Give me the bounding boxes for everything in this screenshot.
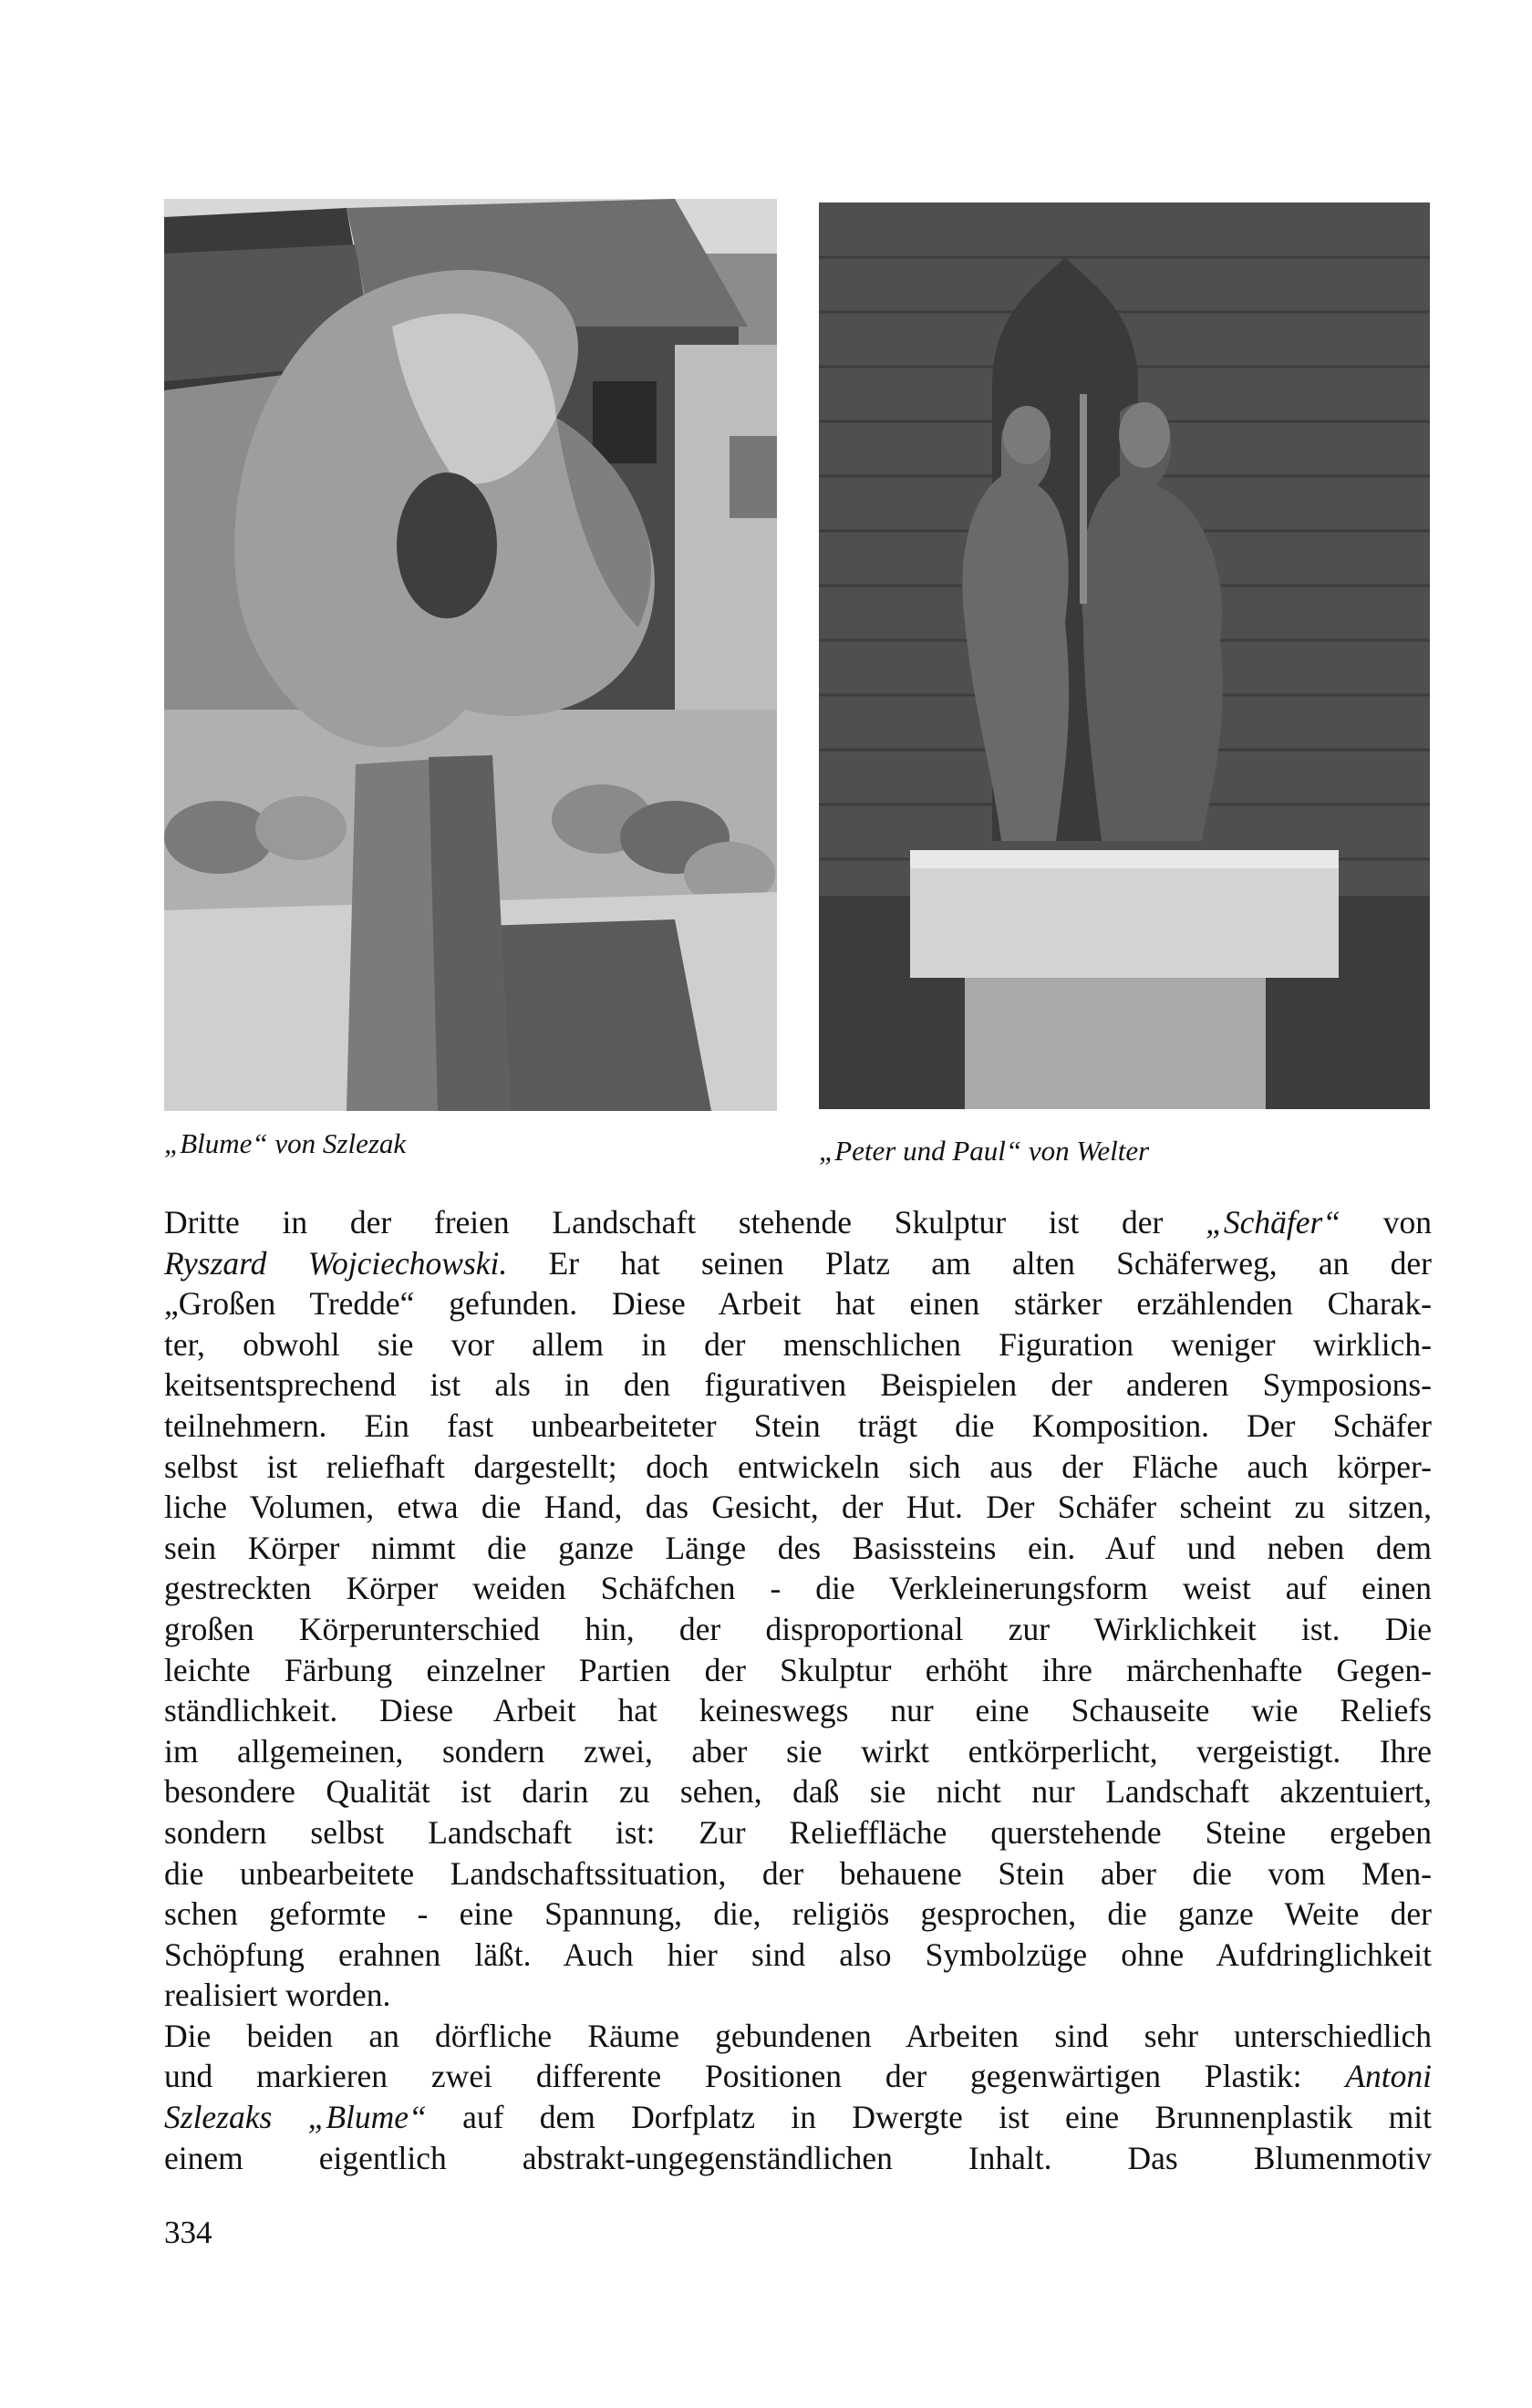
photo-peter-und-paul-image <box>819 202 1430 1109</box>
figure-caption-peter-und-paul: „Peter und Paul“ von Welter <box>819 1135 1150 1167</box>
photo-blume-image <box>164 199 777 1111</box>
text-line: im allgemeinen, sondern zwei, aber sie wirkt entkörperlicht, vergeistigt. Ihre <box>164 1732 1432 1770</box>
text-line: „Großen Tredde“ gefunden. Diese Arbeit hat einen stärker erzählenden Charak- <box>164 1285 1432 1323</box>
text-line: Ryszard Wojciechowski. Er hat seinen Platz am alten Schäferweg, an der <box>164 1244 1432 1282</box>
text-line: ständlichkeit. Diese Arbeit hat keineswegs nur eine Schauseite wie Reliefs <box>164 1692 1432 1729</box>
figure-caption-blume: „Blume“ von Szlezak <box>164 1127 407 1159</box>
text-line: und markieren zwei differente Positionen der gegenwärtigen Plastik: Antoni <box>164 2058 1432 2095</box>
photo-peter-und-paul-sculpture <box>819 202 1430 1109</box>
photo-blume-sculpture <box>164 199 777 1111</box>
text-line: teilnehmern. Ein fast unbearbeiteter Stein trägt die Komposition. Der Schäfer <box>164 1406 1432 1444</box>
text-line: Schöpfung erahnen läßt. Auch hier sind also Symbolzüge ohne Aufdringlichkeit <box>164 1936 1432 1973</box>
text-line: die unbearbeitete Landschaftssituation, der behauene Stein aber die vom Men- <box>164 1854 1432 1892</box>
text-line: leichte Färbung einzelner Partien der Skulptur erhöht ihre märchenhafte Gegen- <box>164 1651 1432 1688</box>
text-line: keitsentsprechend ist als in den figurativen Beispielen der anderen Symposions- <box>164 1366 1432 1404</box>
text-line: liche Volumen, etwa die Hand, das Gesicht, der Hut. Der Schäfer scheint zu sitzen, <box>164 1489 1432 1526</box>
text-line: schen geformte - eine Spannung, die, religiös gesprochen, die ganze Weite der <box>164 1895 1432 1933</box>
italic-text: „Schäfer“ <box>1206 1204 1341 1240</box>
text-line: Die beiden an dörfliche Räume gebundenen Arbeiten sind sehr unterschiedlich <box>164 2017 1432 2054</box>
text-line: großen Körperunterschied hin, der disproportional zur Wirklichkeit ist. Die <box>164 1610 1432 1647</box>
body-text <box>164 1202 1432 2178</box>
text-line: Dritte in der freien Landschaft stehende Skulptur ist der „Schäfer“ von <box>164 1204 1432 1240</box>
text-line: sein Körper nimmt die ganze Länge des Basissteins ein. Auf und neben dem <box>164 1529 1432 1566</box>
text-line: ter, obwohl sie vor allem in der menschlichen Figuration weniger wirklich- <box>164 1325 1432 1363</box>
text-line: einem eigentlich abstrakt-ungegenständlichen Inhalt. Das Blumenmotiv <box>164 2139 1432 2176</box>
text-line: Szlezaks „Blume“ auf dem Dorfplatz in Dwergte ist eine Brunnenplastik mit <box>164 2099 1432 2136</box>
text-line: gestreckten Körper weiden Schäfchen - die Verkleinerungsform weist auf einen <box>164 1570 1432 1607</box>
text-line: besondere Qualität ist darin zu sehen, daß sie nicht nur Landschaft akzentuiert, <box>164 1773 1432 1811</box>
text-line: sondern selbst Landschaft ist: Zur Relieffläche querstehende Steine ergeben <box>164 1813 1432 1851</box>
italic-text: Szlezaks „Blume“ <box>164 2099 427 2136</box>
text-line: realisiert worden. <box>164 1977 391 2014</box>
italic-text: Antoni <box>1345 2058 1432 2095</box>
page-number: 334 <box>164 2215 212 2250</box>
text-line: selbst ist reliefhaft dargestellt; doch entwickeln sich aus der Fläche auch körper- <box>164 1448 1432 1485</box>
italic-text: Ryszard Wojciechowski. <box>164 1244 508 1282</box>
